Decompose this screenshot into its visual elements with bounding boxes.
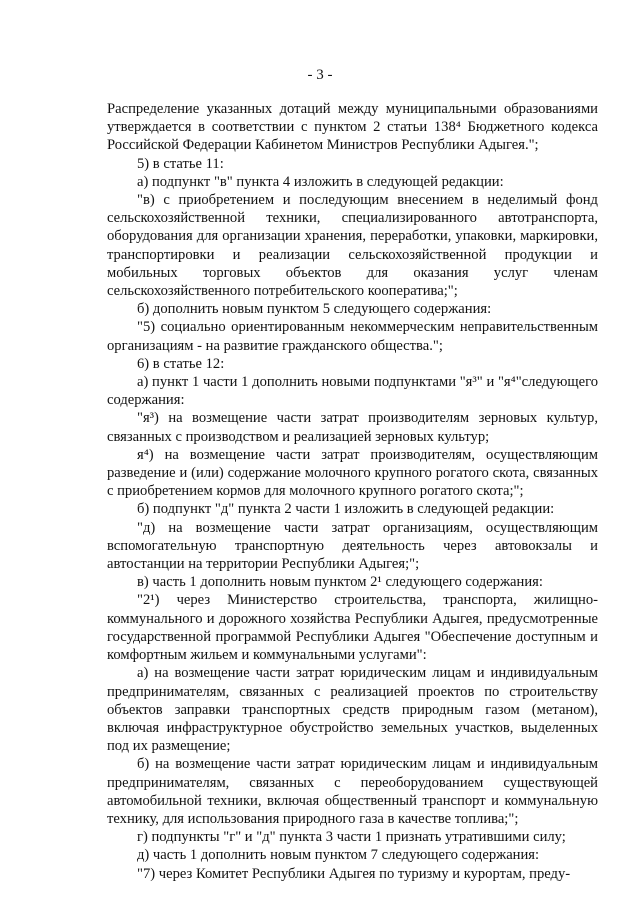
document-body [107,100,598,883]
paragraph: "5) социально ориентированным некоммерческим неправительственным организациям - на развитие гражданского общества."; [107,319,598,354]
paragraph: в) часть 1 дополнить новым пунктом 2¹ следующего содержания: [137,574,543,591]
paragraph: г) подпункты "г" и "д" пункта 3 части 1 признать утратившими силу; [137,829,566,846]
paragraph: "д) на возмещение части затрат организациям, осуществляющим вспомогательную транспортную деятельность через автовокзалы и автостанции на территории Республики Адыгея;"; [107,519,598,573]
paragraph: д) часть 1 дополнить новым пунктом 7 следующего содержания: [137,847,540,864]
paragraph: а) подпункт "в" пункта 4 изложить в следующей редакции: [137,173,504,190]
paragraph: "я³) на возмещение части затрат производителям зерновых культур, связанных с производством и реализацией зерновых культур; [107,410,598,445]
paragraph: 6) в статье 12: [137,355,225,372]
paragraph: я⁴) на возмещение части затрат производителям, осуществляющим разведение и (или) содержание молочного крупного рогатого скота, связанных с приобретением кормов для молочного крупного рогатого скота;"; [107,446,598,500]
paragraph: "7) через Комитет Республики Адыгея по туризму и курортам, преду- [137,865,571,882]
page-number: - 3 - [307,67,333,83]
paragraph: Распределение указанных дотаций между муниципальными образованиями утверждается в соответствии с пунктом 2 статьи 138⁴ Бюджетного кодекса Российской Федерации Кабинетом Министров Республики Адыгея."; [107,101,598,154]
paragraph: "в) с приобретением и последующим внесением в неделимый фонд сельскохозяйственной техники, специализированного автотранспорта, оборудования для организации хранения, переработки, упаковки, маркировки, транспортировки и реализации сельскохозяйственной продукции и мобильных торговых объектов для оказания услуг членам сельскохозяйственного потребительского кооператива;"; [107,192,598,300]
paragraph: 5) в статье 11: [137,155,224,172]
paragraph: б) на возмещение части затрат юридическим лицам и индивидуальным предпринимателям, связанных с переоборудованием существующей автомобильной техники, включая общественный транспорт и коммунальную технику, для использования природного газа в качестве топлива;"; [107,756,598,827]
paragraph: а) на возмещение части затрат юридическим лицам и индивидуальным предпринимателям, связанных с реализацией проектов по строительству объектов заправки транспортных средств природным газом (метаном), включая инфраструктурное обустройство земельных участков, выделенных под их размещение; [107,665,598,755]
paragraph: б) подпункт "д" пункта 2 части 1 изложить в следующей редакции: [137,501,555,518]
paragraph: б) дополнить новым пунктом 5 следующего содержания: [137,301,492,318]
paragraph: а) пункт 1 части 1 дополнить новыми подпунктами "я³" и "я⁴"следующего содержания: [107,374,598,409]
paragraph: "2¹) через Министерство строительства, транспорта, жилищно-коммунального и дорожного хозяйства Республики Адыгея, предусмотренные государственной программой Республики Адыгея "Обеспечение доступным и комфортным жильем и коммунальными услугами": [107,592,598,664]
